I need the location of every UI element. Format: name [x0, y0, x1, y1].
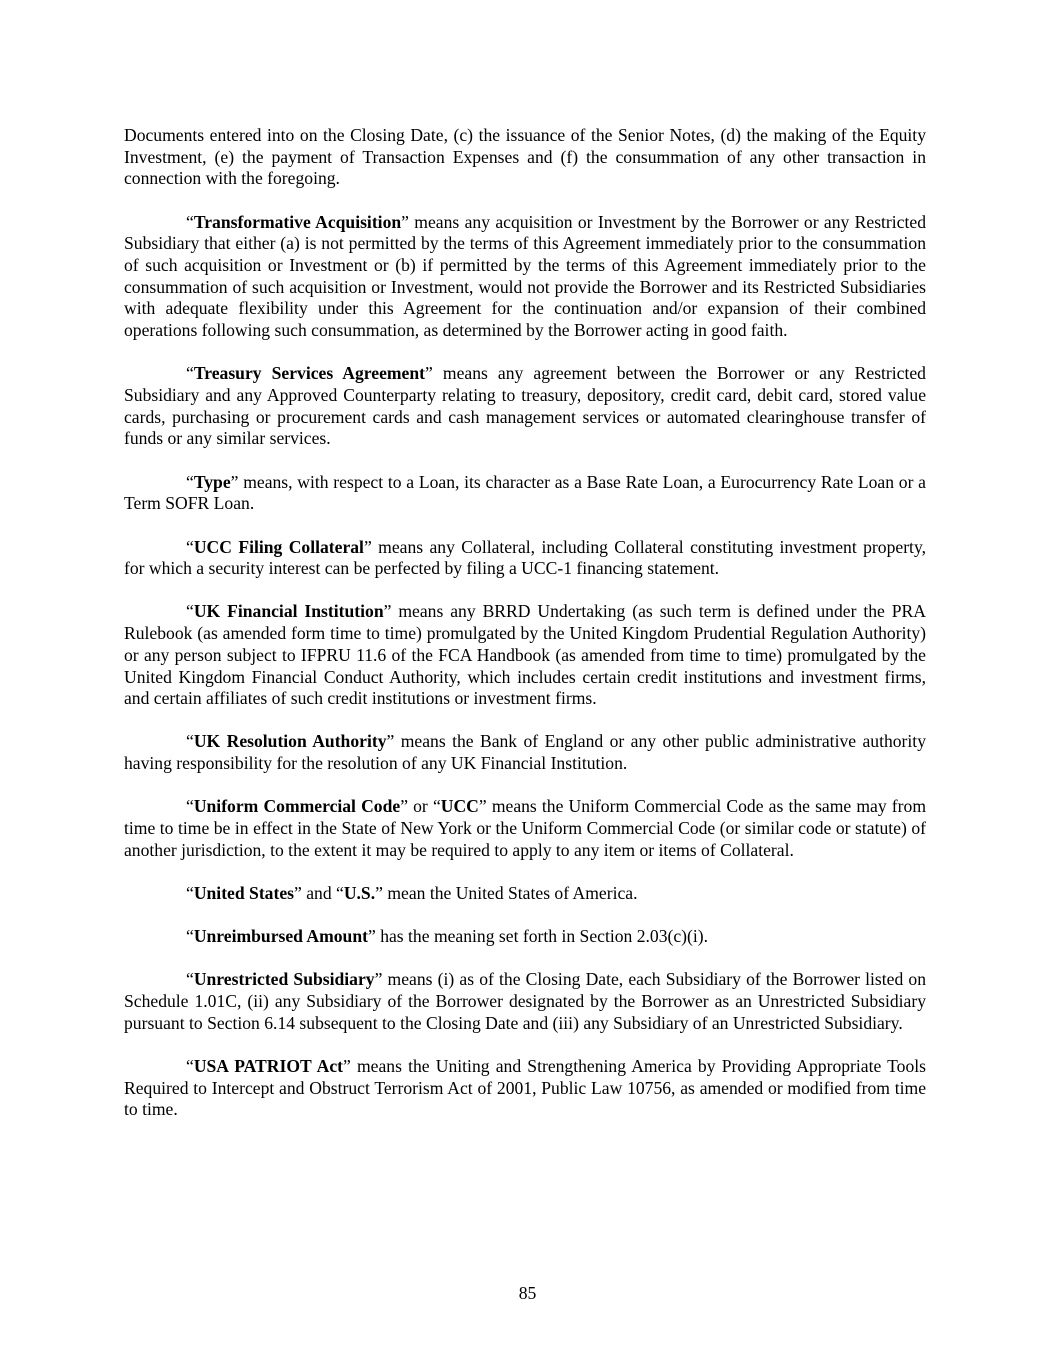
defined-term: Unrestricted Subsidiary — [193, 969, 375, 990]
definition-ucc-filing-collateral: “UCC Filing Collateral” means any Collateral, including Collateral constituting investment property, for which a security interest can be perfected by filing a UCC-1 financing statement. — [124, 536, 926, 579]
defined-term-alias: U.S. — [343, 882, 376, 903]
definition-body: means, with respect to a Loan, its character as a Base Rate Loan, a Eurocurrency Rate Loan or a Term SOFR Loan. — [124, 471, 926, 514]
definition-treasury-services-agreement: “Treasury Services Agreement” means any agreement between the Borrower or any Restricted Subsidiary and any Approved Counterparty relating to treasury, depository, credit card, debit card, stored value cards, purchasing or procurement cards and cash management services or automated clearinghouse transfer of funds or any similar services. — [124, 363, 926, 449]
continuation-text: Documents entered into on the Closing Date, (c) the issuance of the Senior Notes, (d) the making of the Equity Investment, (e) the payment of Transaction Expenses and (f) the consummation of any other transaction in connection with the foregoing. — [124, 125, 926, 189]
defined-term: Unreimbursed Amount — [193, 926, 368, 947]
defined-term: United States — [193, 882, 294, 903]
definition-uniform-commercial-code: “Uniform Commercial Code” or “UCC” means the Uniform Commercial Code as the same may from time to time be in effect in the State of New York or the Uniform Commercial Code (or similar code or statute) of another jurisdiction, to the extent it may be required to apply to any item or items of Collateral. — [124, 796, 927, 860]
definition-uk-financial-institution: “UK Financial Institution” means any BRRD Undertaking (as such term is defined under the PRA Rulebook (as amended form time to time) promulgated by the United Kingdom Prudential Regulation Authority) or any person subject to IFPRU 11.6 of the FCA Handbook (as amended from time to time) promulgated by the United Kingdom Financial Conduct Authority, which includes certain credit institutions and investment firms, and certain affiliates of such credit institutions or investment firms. — [124, 601, 926, 709]
definition-united-states: “United States” and “U.S.” mean the United States of America. — [186, 882, 638, 903]
defined-term: Uniform Commercial Code — [193, 796, 401, 817]
definition-unrestricted-subsidiary: “Unrestricted Subsidiary” means (i) as of the Closing Date, each Subsidiary of the Borrower listed on Schedule 1.01C, (ii) any Subsidiary of the Borrower designated by the Borrower as an Unrestricted Subsidiary pursuant to Section 6.14 subsequent to the Closing Date and (iii) any Subsidiary of an Unrestricted Subsidiary. — [124, 969, 926, 1033]
defined-term: Type — [193, 471, 231, 492]
page-number: 85 — [518, 1283, 537, 1303]
defined-term: Transformative Acquisition — [193, 211, 402, 232]
term-joiner: or — [408, 796, 433, 817]
definition-body: means any Collateral, including Collateral constituting investment property, for which a security interest can be perfected by filing a UCC-1 financing statement. — [124, 536, 926, 579]
definition-body: has the meaning set forth in Section 2.03(c)(i). — [375, 926, 709, 947]
defined-term: USA PATRIOT Act — [193, 1056, 344, 1076]
definition-body: means the Uniting and Strengthening America by Providing Appropriate Tools Required to Intercept and Obstruct Terrorism Act of 2001, Public Law 10756, as amended or modified from time to time. — [124, 1056, 926, 1120]
definition-usa-patriot-act: “USA PATRIOT Act” means the Uniting and Strengthening America by Providing Appropriate Tools Required to Intercept and Obstruct Terrorism Act of 2001, Public Law 10756, as amended or modified from time to time. — [124, 1056, 926, 1120]
definition-transformative-acquisition: “Transformative Acquisition” means any acquisition or Investment by the Borrower or any Restricted Subsidiary that either (a) is not permitted by the terms of this Agreement immediately prior to the consummation of such acquisition or Investment or (b) if permitted by the terms of this Agreement immediately prior to the consummation of such acquisition or Investment, would not provide the Borrower and its Restricted Subsidiaries with adequate flexibility under this Agreement for the continuation and/or expansion of their combined operations following such consummation, as determined by the Borrower acting in good faith. — [124, 211, 926, 341]
definition-continuation — [124, 125, 926, 190]
definition-body: means any agreement between the Borrower or any Restricted Subsidiary and any Approved Counterparty relating to treasury, depository, credit card, debit card, stored value cards, purchasing or procurement cards and cash management services or automated clearinghouse transfer of funds or any similar services. — [124, 363, 926, 449]
definition-uk-resolution-authority: “UK Resolution Authority” means the Bank of England or any other public administrative authority having responsibility for the resolution of any UK Financial Institution. — [124, 731, 926, 774]
defined-term: UK Financial Institution — [193, 601, 384, 622]
definition-body: means any acquisition or Investment by the Borrower or any Restricted Subsidiary that either (a) is not permitted by the terms of this Agreement immediately prior to the consummation of such acquisition or Investment or (b) if permitted by the terms of this Agreement immediately prior to the consummation of such acquisition or Investment, would not provide the Borrower and its Restricted Subsidiaries with adequate flexibility under this Agreement for the continuation and/or expansion of their combined operations following such consummation, as determined by the Borrower acting in good faith. — [124, 211, 926, 341]
defined-term: UCC Filing Collateral — [193, 536, 364, 557]
definition-body: mean the United States of America. — [382, 882, 638, 903]
defined-term-alias: UCC — [440, 796, 479, 817]
defined-term: Treasury Services Agreement — [193, 363, 426, 384]
definition-unreimbursed-amount: “Unreimbursed Amount” has the meaning set forth in Section 2.03(c)(i). — [186, 926, 709, 947]
definition-body: means any BRRD Undertaking (as such term is defined under the PRA Rulebook (as amended form time to time) promulgated by the United Kingdom Prudential Regulation Authority) or any person subject to IFPRU 11.6 of the FCA Handbook (as amended from time to time) promulgated by the United Kingdom Financial Conduct Authority, which includes certain credit institutions and investment firms, and certain affiliates of such credit institutions or investment firms. — [124, 601, 926, 709]
definition-body: means (i) as of the Closing Date, each Subsidiary of the Borrower listed on Schedule 1.01C, (ii) any Subsidiary of the Borrower designated by the Borrower as an Unrestricted Subsidiary pursuant to Section 6.14 subsequent to the Closing Date and (iii) any Subsidiary of an Unrestricted Subsidiary. — [124, 969, 926, 1033]
term-joiner: and — [301, 882, 337, 903]
definition-type: “Type” means, with respect to a Loan, its character as a Base Rate Loan, a Eurocurrency Rate Loan or a Term SOFR Loan. — [124, 471, 926, 514]
document-page — [124, 125, 926, 1143]
definition-body: means the Bank of England or any other public administrative authority having responsibility for the resolution of any UK Financial Institution. — [124, 731, 926, 774]
defined-term: UK Resolution Authority — [193, 731, 387, 752]
definition-body: means the Uniform Commercial Code as the same may from time to time be in effect in the State of New York or the Uniform Commercial Code (or similar code or statute) of another jurisdiction, to the extent it may be required to apply to any item or items of Collateral. — [124, 796, 927, 860]
